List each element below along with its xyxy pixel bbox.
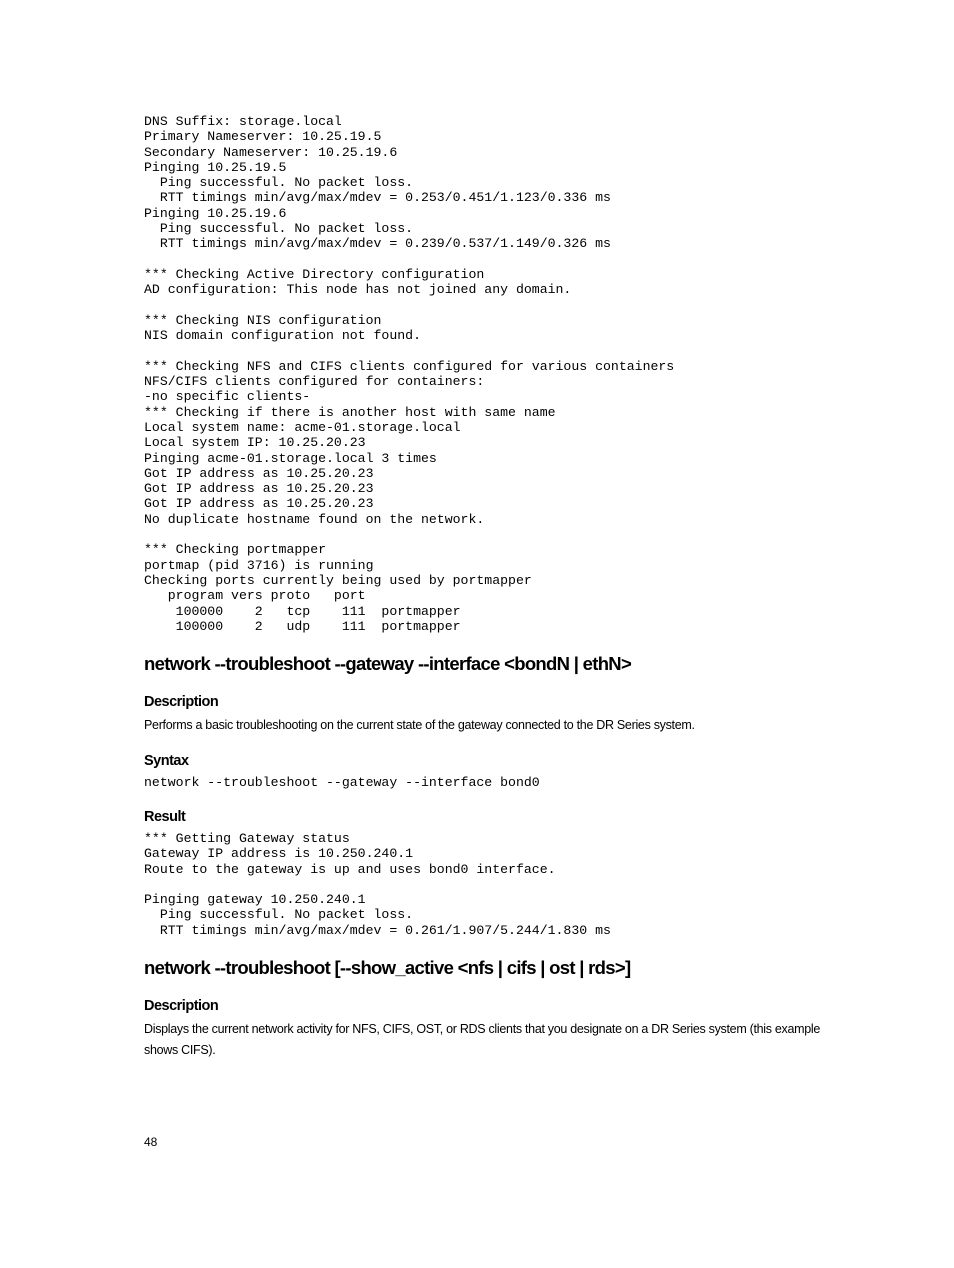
gateway-syntax-code: network --troubleshoot --gateway --interface bond0 — [144, 775, 540, 790]
gateway-description-heading: Description — [144, 694, 219, 710]
gateway-syntax-heading: Syntax — [144, 753, 189, 769]
show-active-section-title: network --troubleshoot [--show_active <nfs | cifs | ost | rds>] — [144, 957, 631, 978]
gateway-result-heading: Result — [144, 809, 186, 825]
show-active-description-heading: Description — [144, 998, 219, 1014]
gateway-section-title: network --troubleshoot --gateway --interface <bondN | ethN> — [144, 653, 632, 674]
page-number: 48 — [144, 1135, 158, 1149]
top-command-output: DNS Suffix: storage.local Primary Nameserver: 10.25.19.5 Secondary Nameserver: 10.25.19.6 Pinging 10.25.19.5 Ping successful. No packet loss. RTT timings min/avg/max/mdev = 0.253/0.451/1.123/0.336 ms Pinging 10.25.19.6 Ping successful. No packet loss. RTT timings min/avg/max/mdev = 0.239/0.537/1.149/0.326 ms *** Checking Active Directory configuration AD configuration: This node has not joined any domain. *** Checking NIS configuration NIS domain configuration not found. *** Checking NFS and CIFS clients configured for various containers NFS/CIFS clients configured for containers: -no specific clients- *** Checking if there is another host with same name Local system name: acme-01.storage.local Local system IP: 10.25.20.23 Pinging acme-01.storage.local 3 times Got IP address as 10.25.20.23 Got IP address as 10.25.20.23 Got IP address as 10.25.20.23 No duplicate hostname found on the network. *** Checking portmapper portmap (pid 3716) is running Checking ports currently being used by portmapper program vers proto port 100000 2 tcp 111 portmapper 100000 2 udp 111 portmapper — [144, 114, 675, 634]
gateway-result-output: *** Getting Gateway status Gateway IP address is 10.250.240.1 Route to the gateway is up and uses bond0 interface. Pinging gateway 10.250.240.1 Ping successful. No packet loss. RTT timings min/avg/max/mdev = 0.261/1.907/5.244/1.830 ms — [144, 831, 611, 938]
show-active-description-text: Displays the current network activity for NFS, CIFS, OST, or RDS clients that you designate on a DR Series system (this example shows CIFS). — [144, 1022, 821, 1057]
gateway-description-text: Performs a basic troubleshooting on the current state of the gateway connected to the DR Series system. — [144, 718, 695, 732]
